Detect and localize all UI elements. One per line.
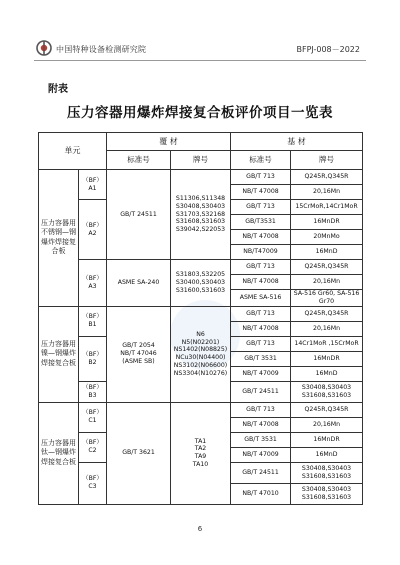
- annex-label: 附表: [48, 84, 68, 95]
- base-std: GB/T3531: [231, 215, 291, 230]
- document-number: BFPJ-008－2022: [296, 45, 360, 54]
- page-number: 6: [197, 525, 203, 533]
- table-header-row: [39, 133, 363, 151]
- base-grade: 16MnD: [291, 447, 363, 462]
- base-grade: Q245R,Q345R: [291, 306, 363, 321]
- base-grade: 16MnDR: [291, 432, 363, 447]
- header-base-std: 标准号: [231, 151, 291, 170]
- base-std: GB/T 713: [231, 306, 291, 321]
- base-std: GB/T 24511: [231, 381, 291, 402]
- page-title: 压力容器用爆炸焊接复合板评价项目一览表: [67, 105, 333, 121]
- base-std: NB/T 47009: [231, 447, 291, 462]
- unit-code: （BF）C1: [79, 402, 107, 432]
- base-grade: S30408,S30403 S31608,S31603: [291, 381, 363, 402]
- group-name-nickel: 压力容器用镍—钢爆炸焊接复合板: [39, 306, 79, 402]
- base-grade: Q245R,Q345R: [291, 260, 363, 275]
- header-clad-std: 标准号: [107, 151, 171, 170]
- base-grade: 20,16Mn: [291, 185, 363, 200]
- base-grade: 20,16Mn: [291, 417, 363, 432]
- base-grade: S30408,S30403 S31608,S31603: [291, 462, 363, 483]
- base-std: GB/T 713: [231, 402, 291, 417]
- base-grade: 16MnDR: [291, 351, 363, 366]
- base-grade: 20MnMo: [291, 230, 363, 245]
- table-row: [39, 306, 363, 321]
- base-grade: 16MnD: [291, 245, 363, 260]
- base-grade: 20,16Mn: [291, 321, 363, 336]
- base-std: NB/T 47008: [231, 321, 291, 336]
- table-row: [39, 170, 363, 185]
- page-header: [0, 0, 400, 62]
- clad-grades: S11306,S11348 S30408,S30403 S31703,S32168 S31608,S31603 S39042,S22053: [171, 170, 231, 260]
- unit-code: （BF）A3: [79, 260, 107, 307]
- base-std: GB/T 3531: [231, 432, 291, 447]
- header-divider: [34, 60, 366, 61]
- header-base: 基 材: [231, 133, 363, 151]
- base-grade: Q245R,Q345R: [291, 402, 363, 417]
- clad-std: GB/T 3621: [107, 402, 171, 504]
- header-base-grade: 牌号: [291, 151, 363, 170]
- clad-grades: S31803,S32205 S30400,S30403 S31600,S31603: [171, 260, 231, 307]
- evaluation-items-table: [38, 132, 363, 505]
- base-grade: 15CrMoR,14Cr1MoR: [291, 200, 363, 215]
- unit-code: （BF）A1: [79, 170, 107, 200]
- base-grade: 16MnD: [291, 366, 363, 381]
- header-unit: 单元: [39, 133, 107, 170]
- csei-logo-icon: [36, 40, 52, 56]
- base-std: GB/T 713: [231, 260, 291, 275]
- base-grade: 20,16Mn: [291, 275, 363, 290]
- base-std: NB/T 47008: [231, 417, 291, 432]
- base-std: NB/T 47009: [231, 366, 291, 381]
- base-std: NB/T 47008: [231, 275, 291, 290]
- clad-grades: TA1 TA2 TA9 TA10: [171, 402, 231, 504]
- base-std: NB/T 47008: [231, 185, 291, 200]
- unit-code: （BF）C2: [79, 432, 107, 462]
- clad-std: GB/T 24511: [107, 170, 171, 260]
- base-std: NB/T 47008: [231, 230, 291, 245]
- base-std: GB/T 3531: [231, 351, 291, 366]
- unit-code: （BF）B1: [79, 306, 107, 336]
- base-std: NB/T47009: [231, 245, 291, 260]
- base-grade: SA-516 Gr60, SA-516 Gr70: [291, 290, 363, 307]
- unit-code: （BF）B3: [79, 381, 107, 402]
- clad-std: GB/T 2054 NB/T 47046 (ASME SB): [107, 306, 171, 402]
- table-row: [39, 402, 363, 417]
- group-name-titanium: 压力容器用钛—钢爆炸焊接复合板: [39, 402, 79, 504]
- base-std: GB/T 713: [231, 200, 291, 215]
- base-std: GB/T 24511: [231, 462, 291, 483]
- header-clad: 覆 材: [107, 133, 231, 151]
- base-std: NB/T 47010: [231, 483, 291, 504]
- base-std: GB/T 713: [231, 336, 291, 351]
- base-std: ASME SA-516: [231, 290, 291, 307]
- base-grade: 16MnDR: [291, 215, 363, 230]
- unit-code: （BF）C3: [79, 462, 107, 504]
- table-row: [39, 260, 363, 275]
- group-name-stainless: 压力容器用不锈钢—钢爆炸焊接复合板: [39, 170, 79, 307]
- unit-code: （BF）A2: [79, 200, 107, 260]
- clad-grades: N6 N5(N02201) NS1402(N08825) NCu30(N04400) NS3102(N06600) NS3304(N10276): [171, 306, 231, 402]
- unit-code: （BF）B2: [79, 336, 107, 381]
- clad-std: ASME SA-240: [107, 260, 171, 307]
- organization-name: 中国特种设备检测研究院: [56, 45, 147, 54]
- base-grade: Q245R,Q345R: [291, 170, 363, 185]
- base-grade: 14Cr1MoR ,15CrMoR: [291, 336, 363, 351]
- base-std: GB/T 713: [231, 170, 291, 185]
- header-clad-grade: 牌号: [171, 151, 231, 170]
- base-grade: S30408,S30403 S31608,S31603: [291, 483, 363, 504]
